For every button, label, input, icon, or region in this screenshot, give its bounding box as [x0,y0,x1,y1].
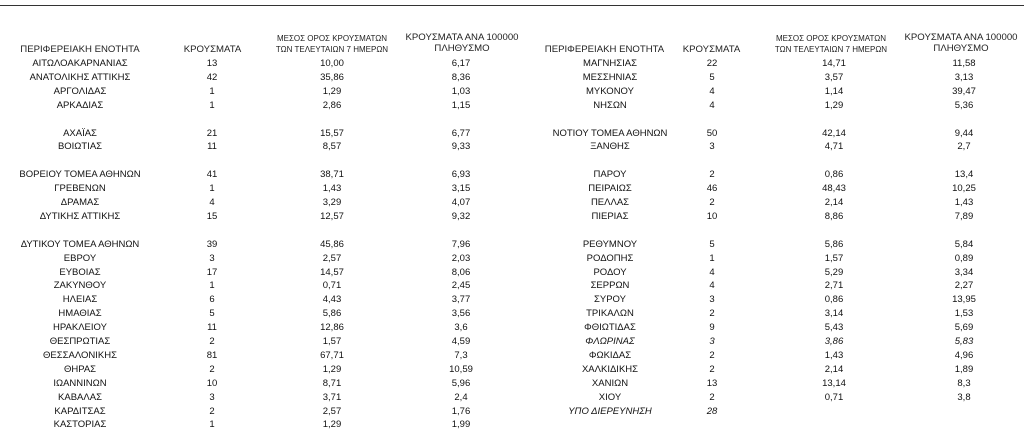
table-row [512,71,1024,85]
cell-cases: 2 [209,405,215,417]
cell-avg: 8,71 [322,377,342,389]
table-row [0,293,512,307]
left-header-avg [262,33,402,55]
cell-cases: 3 [709,141,715,153]
cell-region: ΜΑΓΝΗΣΙΑΣ [583,58,637,69]
cell-avg: 1,14 [824,85,844,97]
cell-cases: 39 [206,238,218,250]
cell-region: ΜΕΣΣΗΝΙΑΣ [582,71,638,83]
table-row [512,85,1024,99]
table-row [512,363,1024,377]
cell-per100k: 3,34 [954,266,974,278]
left-header-cases: ΚΡΟΥΣΜΑΤΑ [183,44,242,55]
cell-per100k: 9,32 [451,210,471,222]
cell-region: ΑΡΓΟΛΙΔΑΣ [53,85,107,97]
table-row [0,99,512,113]
cell-avg: 2,14 [824,197,844,208]
table-row [512,349,1024,363]
cell-cases: 13 [206,58,218,69]
right-table [512,0,1024,432]
cell-per100k: 2,7 [957,141,971,153]
table-row [0,210,512,224]
table-row [0,349,512,363]
table-row [0,363,512,377]
table-row [512,224,1024,238]
cell-avg: 48,43 [822,183,846,195]
cell-region: ΚΑΒΑΛΑΣ [58,391,102,403]
cell-avg: 3,29 [322,197,342,208]
table-row [512,57,1024,71]
cell-per100k: 3,6 [454,322,468,334]
cell-avg: 3,71 [322,391,342,403]
cell-avg: 5,86 [824,238,844,250]
cell-per100k: 8,36 [451,71,471,83]
cell-avg: 2,14 [824,363,844,375]
cell-avg: 2,57 [322,252,342,264]
cell-avg: 4,43 [322,294,342,306]
cell-cases: 1 [209,419,215,431]
cell-region: ΞΑΝΘΗΣ [590,141,630,153]
cell-per100k: 11,58 [952,58,976,69]
cell-cases: 9 [709,322,715,334]
cell-region: ΑΙΤΩΛΟΑΚΑΡΝΑΝΙΑΣ [32,58,128,69]
right-header-avg [761,33,901,55]
cell-per100k: 2,03 [451,252,471,264]
cell-per100k: 9,33 [451,141,471,153]
cell-cases: 4 [709,280,715,292]
cell-per100k: 6,17 [451,58,471,69]
cell-cases: 2 [709,197,715,208]
cell-avg: 45,86 [320,238,344,250]
cell-per100k: 3,56 [451,308,471,320]
cell-cases: 2 [709,349,715,361]
cell-region: ΔΡΑΜΑΣ [60,197,100,208]
cell-cases: 22 [706,58,718,69]
cell-cases: 6 [209,294,215,306]
left-header-per100k-line1: ΚΡΟΥΣΜΑΤΑ ΑΝΑ 100000 [405,32,519,43]
cell-region: ΚΑΡΔΙΤΣΑΣ [54,405,106,417]
table-row [512,238,1024,252]
cell-region: ΒΟΙΩΤΙΑΣ [57,141,103,153]
cell-per100k: 2,27 [954,280,974,292]
cell-region: ΙΩΑΝΝΙΝΩΝ [53,377,107,389]
table-row [512,140,1024,154]
cell-per100k: 5,84 [954,238,974,250]
cell-per100k: 6,93 [451,169,471,181]
cell-cases: 42 [206,71,218,83]
cell-cases: 10 [206,377,218,389]
table-row [512,307,1024,321]
cell-avg: 1,29 [322,85,342,97]
cell-avg: 10,00 [320,58,344,69]
right-header-per100k-line1: ΚΡΟΥΣΜΑΤΑ ΑΝΑ 100000 [904,32,1018,43]
table-row [512,210,1024,224]
table-row [0,196,512,210]
cell-region: ΥΠΟ ΔΙΕΡΕΥΝΗΣΗ [568,405,652,417]
left-header-per100k [397,32,527,54]
cell-per100k: 4,59 [451,336,471,347]
cell-cases: 2 [709,391,715,403]
cell-avg: 8,86 [824,210,844,222]
right-header-per100k [895,32,1024,54]
cell-avg: 2,71 [824,280,844,292]
cell-region: ΠΕΛΛΑΣ [590,197,630,208]
left-header-per100k-line2: ΠΛΗΘΥΣΜΟ [434,43,490,54]
cell-cases: 15 [206,210,218,222]
cell-avg: 3,14 [824,308,844,320]
cell-avg: 12,57 [320,210,344,222]
cell-cases: 4 [209,197,215,208]
table-row [0,391,512,405]
cell-per100k: 3,77 [451,294,471,306]
cell-region: ΔΥΤΙΚΟΥ ΤΟΜΕΑ ΑΘΗΝΩΝ [20,238,140,250]
cell-avg: 0,71 [322,280,342,292]
cell-avg: 1,29 [322,419,342,431]
cell-avg: 12,86 [320,322,344,334]
cell-region: ΧΑΛΚΙΔΙΚΗΣ [581,363,639,375]
cell-region: ΦΛΩΡΙΝΑΣ [585,336,635,347]
cell-region: ΝΗΣΩΝ [593,99,627,111]
cell-region: ΝΟΤΙΟΥ ΤΟΜΕΑ ΑΘΗΝΩΝ [552,127,668,139]
cell-cases: 3 [709,336,715,347]
cell-avg: 1,57 [824,252,844,264]
cell-cases: 5 [709,71,715,83]
cell-per100k: 1,99 [451,419,471,431]
table-row [512,279,1024,293]
table-row [0,418,512,432]
cell-per100k: 7,3 [454,349,468,361]
cell-per100k: 3,13 [954,71,974,83]
cell-cases: 11 [207,141,217,153]
cell-region: ΕΥΒΟΙΑΣ [59,266,101,278]
cell-per100k: 6,77 [451,127,471,139]
cell-avg: 0,86 [824,294,844,306]
cell-cases: 3 [209,391,215,403]
cell-region: ΘΕΣΠΡΩΤΙΑΣ [49,336,111,347]
cell-region: ΗΡΑΚΛΕΙΟΥ [53,322,107,334]
table-row [512,321,1024,335]
cell-cases: 46 [706,183,718,195]
right-header-cases: ΚΡΟΥΣΜΑΤΑ [682,44,741,55]
cell-region: ΡΟΔΟΥ [593,266,627,278]
cell-cases: 4 [709,99,715,111]
cell-region: ΦΩΚΙΔΑΣ [588,349,632,361]
cell-per100k: 39,47 [952,85,976,97]
cell-region: ΔΥΤΙΚΗΣ ΑΤΤΙΚΗΣ [39,210,121,222]
cell-region: ΧΙΟΥ [598,391,622,403]
left-header-region: ΠΕΡΙΦΕΡΕΙΑΚΗ ΕΝΟΤΗΤΑ [20,44,140,55]
cell-cases: 17 [206,266,218,278]
cell-cases: 1 [209,183,215,195]
table-row [512,293,1024,307]
table-row [0,266,512,280]
cell-cases: 50 [706,127,718,139]
cell-per100k: 5,96 [451,377,471,389]
table-row [512,154,1024,168]
cell-cases: 2 [709,308,715,320]
cell-avg: 1,57 [322,336,342,347]
cell-avg: 35,86 [320,71,344,83]
cell-cases: 10 [706,210,718,222]
table-row [512,196,1024,210]
cell-per100k: 1,76 [451,405,471,417]
cell-per100k: 8,06 [451,266,471,278]
cell-per100k: 7,96 [451,238,471,250]
cell-per100k: 13,95 [952,294,976,306]
cell-avg: 3,57 [824,71,844,83]
cell-per100k: 10,25 [952,183,976,195]
cell-cases: 2 [209,336,215,347]
cell-cases: 5 [209,308,215,320]
cell-region: ΘΗΡΑΣ [63,363,97,375]
table-row [0,279,512,293]
cell-avg: 1,29 [322,363,342,375]
cell-avg: 1,43 [824,349,844,361]
cell-per100k: 9,44 [954,127,974,139]
cell-avg: 14,71 [822,58,846,69]
cell-region: ΕΒΡΟΥ [63,252,97,264]
cell-avg: 2,57 [322,405,342,417]
table-row [512,391,1024,405]
cell-per100k: 4,07 [451,197,471,208]
cell-cases: 4 [709,85,715,97]
cell-cases: 4 [709,266,715,278]
cell-avg: 1,43 [322,183,342,195]
cell-region: ΗΜΑΘΙΑΣ [58,308,102,320]
cell-region: ΓΡΕΒΕΝΩΝ [54,183,106,195]
cell-avg: 4,71 [824,141,844,153]
cell-per100k: 2,4 [454,391,468,403]
cell-region: ΧΑΝΙΩΝ [591,377,629,389]
table-row [512,335,1024,349]
cell-per100k: 5,36 [954,99,974,111]
cell-cases: 5 [709,238,715,250]
table-row [512,266,1024,280]
table-row [512,113,1024,127]
table-row [512,377,1024,391]
cell-avg: 3,86 [824,336,844,347]
table-row [0,321,512,335]
cell-per100k: 13,4 [954,169,974,181]
table-row [512,127,1024,141]
cell-avg: 67,71 [320,349,344,361]
cell-cases: 11 [207,322,217,334]
right-header-avg-line2: ΤΩΝ ΤΕΛΕΥΤΑΙΩΝ 7 ΗΜΕΡΩΝ [774,45,888,54]
cell-avg: 1,29 [824,99,844,111]
cell-cases: 13 [706,377,718,389]
cell-cases: 3 [709,294,715,306]
left-header-avg-line2: ΤΩΝ ΤΕΛΕΥΤΑΙΩΝ 7 ΗΜΕΡΩΝ [275,45,389,54]
cell-region: ΖΑΚΥΝΘΟΥ [53,280,107,292]
cell-per100k: 2,45 [451,280,471,292]
cell-cases: 3 [209,252,215,264]
table-row [0,71,512,85]
cell-region: ΘΕΣΣΑΛΟΝΙΚΗΣ [43,349,117,361]
table-row [0,377,512,391]
cell-cases: 41 [206,169,218,181]
cell-avg: 14,57 [320,266,344,278]
cell-avg: 15,57 [320,127,344,139]
cell-cases: 2 [709,363,715,375]
cell-avg: 0,86 [824,169,844,181]
cell-per100k: 1,03 [451,85,471,97]
cell-region: ΑΡΚΑΔΙΑΣ [56,99,104,111]
cell-region: ΣΥΡΟΥ [594,294,626,306]
table-row [0,113,512,127]
cell-region: ΠΙΕΡΙΑΣ [591,210,629,222]
cell-per100k: 0,89 [954,252,974,264]
cell-avg: 0,71 [824,391,844,403]
cell-region: ΦΘΙΩΤΙΔΑΣ [584,322,636,334]
right-header-per100k-line2: ΠΛΗΘΥΣΜΟ [933,43,989,54]
table-row [0,154,512,168]
cell-cases: 1 [209,280,215,292]
right-header-region: ΠΕΡΙΦΕΡΕΙΑΚΗ ΕΝΟΤΗΤΑ [544,44,665,55]
cell-avg: 13,14 [822,377,846,389]
cell-per100k: 1,53 [954,308,974,320]
cell-cases: 2 [709,169,715,181]
cell-per100k: 1,89 [954,363,974,375]
cell-avg: 5,86 [322,308,342,320]
cell-per100k: 8,3 [957,377,971,389]
cell-per100k: 10,59 [449,363,473,375]
table-row [0,405,512,419]
cell-avg: 5,43 [824,322,844,334]
table-row [512,252,1024,266]
cell-region: ΠΕΙΡΑΙΩΣ [588,183,632,195]
cell-cases: 1 [209,85,215,97]
cell-per100k: 1,15 [451,99,471,111]
cell-avg: 38,71 [320,169,344,181]
cell-region: ΡΟΔΟΠΗΣ [586,252,634,264]
cell-avg: 8,57 [322,141,342,153]
cell-region: ΗΛΕΙΑΣ [62,294,98,306]
cell-per100k: 7,89 [954,210,974,222]
cell-cases: 1 [209,99,215,111]
table-row [0,140,512,154]
left-header-avg-line1: ΜΕΣΟΣ ΟΡΟΣ ΚΡΟΥΣΜΑΤΩΝ [276,34,388,43]
cell-per100k: 5,69 [954,322,974,334]
table-row [0,252,512,266]
right-header-avg-line1: ΜΕΣΟΣ ΟΡΟΣ ΚΡΟΥΣΜΑΤΩΝ [775,34,887,43]
cell-cases: 21 [206,127,218,139]
cell-per100k: 3,8 [957,391,971,403]
cell-avg: 5,29 [824,266,844,278]
cell-region: ΚΑΣΤΟΡΙΑΣ [53,419,107,431]
cell-cases: 81 [206,349,218,361]
table-row [0,182,512,196]
cell-region: ΤΡΙΚΑΛΩΝ [586,308,634,320]
cell-region: ΠΑΡΟΥ [593,169,627,181]
table-row [0,335,512,349]
table-row [0,85,512,99]
table-row [0,168,512,182]
cell-per100k: 4,96 [954,349,974,361]
cell-region: ΑΧΑΪΑΣ [63,127,97,139]
cell-cases: 28 [706,405,718,417]
table-row [0,224,512,238]
table-row [512,182,1024,196]
cell-region: ΡΕΘΥΜΝΟΥ [582,238,638,250]
table-row [512,405,1024,419]
cell-region: ΑΝΑΤΟΛΙΚΗΣ ΑΤΤΙΚΗΣ [29,71,131,83]
cell-region: ΜΥΚΟΝΟΥ [586,85,634,97]
table-row [0,238,512,252]
table-row [0,307,512,321]
table-row [512,168,1024,182]
table-row [512,99,1024,113]
cell-per100k: 1,43 [954,197,974,208]
cell-avg: 2,86 [322,99,342,111]
cell-region: ΣΕΡΡΩΝ [590,280,630,292]
cell-per100k: 5,83 [954,336,974,347]
table-row [0,57,512,71]
cell-cases: 2 [209,363,215,375]
cell-cases: 1 [709,252,715,264]
cell-per100k: 3,15 [451,183,471,195]
cell-region: ΒΟΡΕΙΟΥ ΤΟΜΕΑ ΑΘΗΝΩΝ [19,169,141,181]
table-row [0,127,512,141]
cell-avg: 42,14 [822,127,846,139]
